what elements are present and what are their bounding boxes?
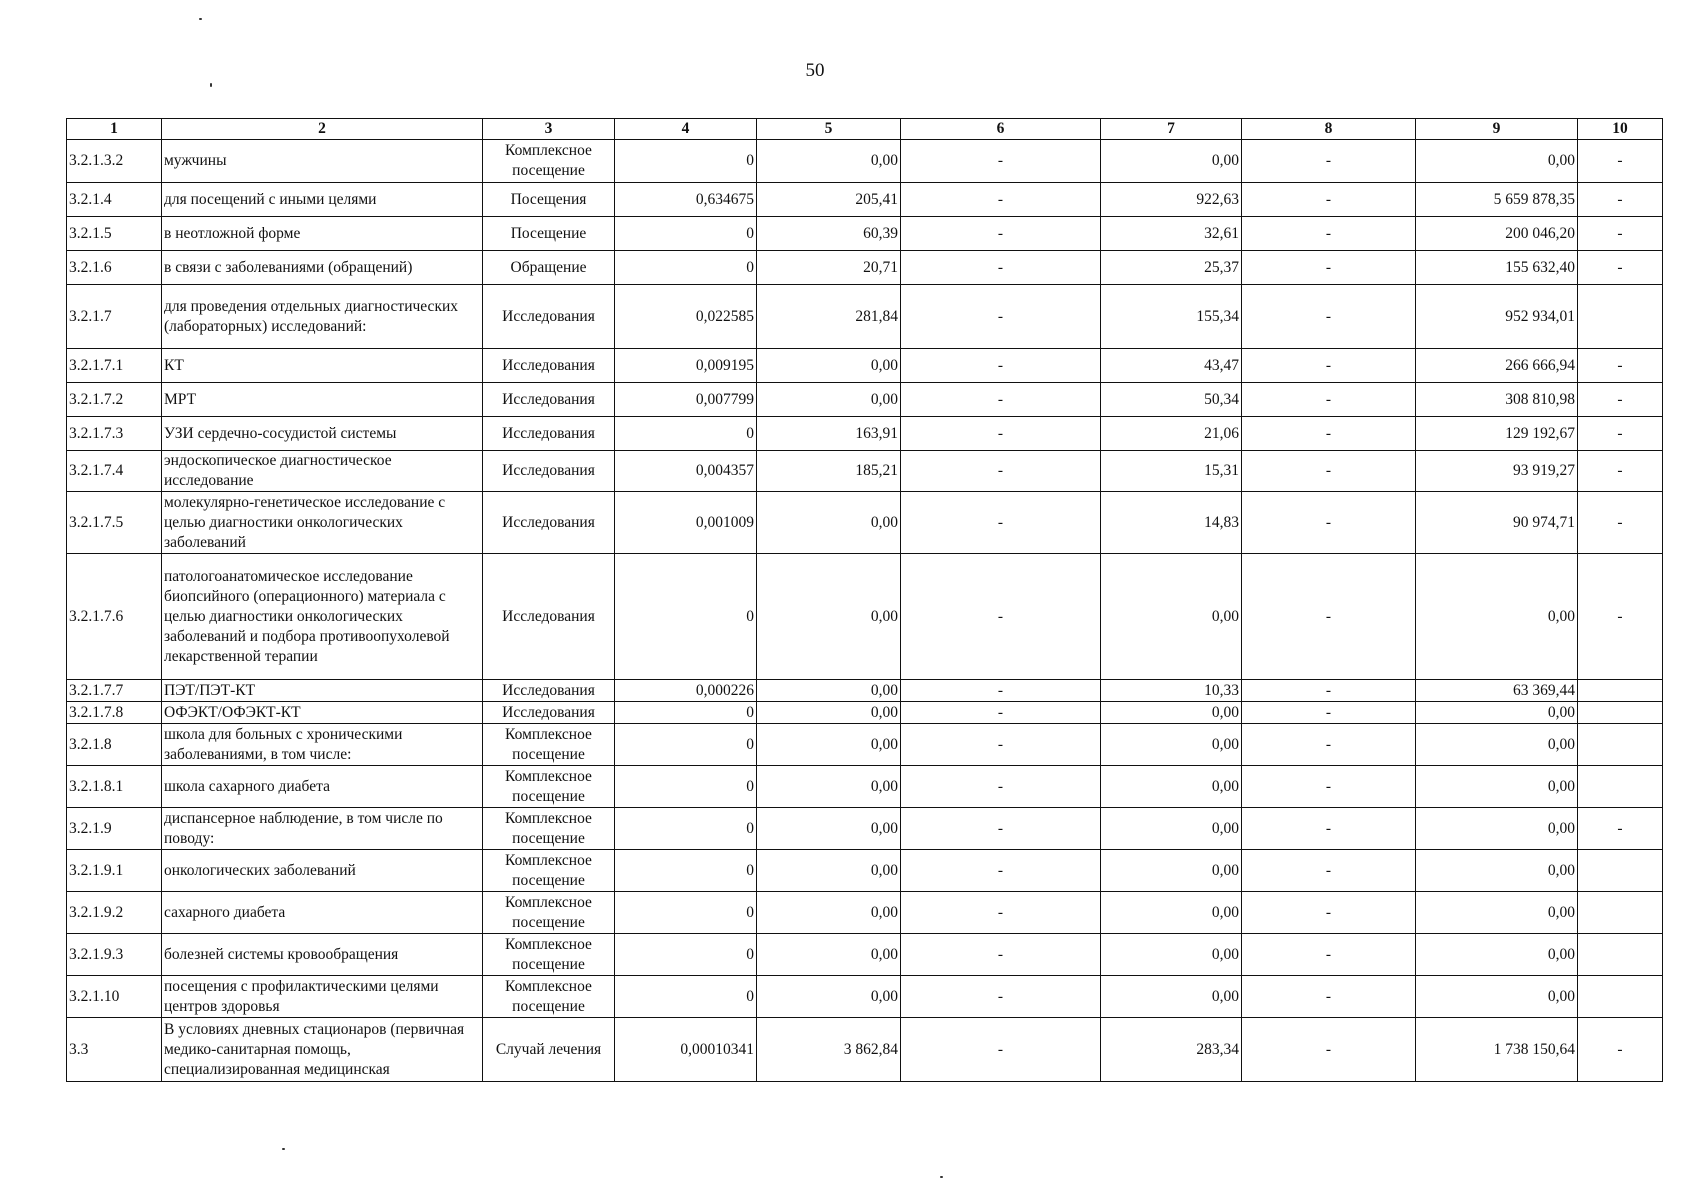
name-cell: мужчины — [162, 140, 483, 183]
table-row — [67, 417, 1663, 451]
row-number-cell: 3.2.1.6 — [67, 251, 162, 285]
dash-cell: - — [901, 554, 1101, 680]
value-cell: 0 — [615, 808, 757, 850]
row-number-cell: 3.2.1.7 — [67, 285, 162, 349]
dash-cell: - — [1242, 383, 1416, 417]
table-row — [67, 554, 1663, 680]
dash-cell: - — [1578, 140, 1663, 183]
value-cell: 0,00 — [1101, 850, 1242, 892]
unit-cell: Комплексное посещение — [483, 934, 615, 976]
dash-cell: - — [901, 451, 1101, 492]
dash-cell: - — [1578, 808, 1663, 850]
dash-cell: - — [1242, 492, 1416, 554]
value-cell: 0,00 — [757, 554, 901, 680]
table-row — [67, 349, 1663, 383]
value-cell: 266 666,94 — [1416, 349, 1578, 383]
value-cell: 0,00 — [757, 140, 901, 183]
table-row — [67, 892, 1663, 934]
value-cell: 5 659 878,35 — [1416, 183, 1578, 217]
data-table — [66, 118, 1663, 1082]
value-cell: 281,84 — [757, 285, 901, 349]
value-cell: 1 738 150,64 — [1416, 1018, 1578, 1082]
name-cell: КТ — [162, 349, 483, 383]
dash-cell: - — [1242, 140, 1416, 183]
value-cell: 90 974,71 — [1416, 492, 1578, 554]
dash-cell: - — [901, 702, 1101, 724]
value-cell: 0,001009 — [615, 492, 757, 554]
value-cell: 0,00 — [757, 349, 901, 383]
name-cell: для посещений с иными целями — [162, 183, 483, 217]
table-row — [67, 702, 1663, 724]
dash-cell: - — [1578, 417, 1663, 451]
value-cell: 0,00 — [757, 492, 901, 554]
value-cell: 0 — [615, 892, 757, 934]
name-cell: болезней системы кровообращения — [162, 934, 483, 976]
row-number-cell: 3.2.1.7.7 — [67, 680, 162, 702]
unit-cell: Исследования — [483, 492, 615, 554]
value-cell: 0,00 — [757, 383, 901, 417]
table-row — [67, 217, 1663, 251]
table-row — [67, 680, 1663, 702]
row-number-cell: 3.2.1.7.1 — [67, 349, 162, 383]
value-cell: 308 810,98 — [1416, 383, 1578, 417]
row-number-cell: 3.2.1.7.6 — [67, 554, 162, 680]
dash-cell: - — [1242, 724, 1416, 766]
value-cell: 0,00 — [757, 850, 901, 892]
value-cell: 0 — [615, 934, 757, 976]
dash-cell: - — [1578, 251, 1663, 285]
unit-cell: Комплексное посещение — [483, 766, 615, 808]
value-cell: 0 — [615, 217, 757, 251]
dash-cell: - — [901, 183, 1101, 217]
table-row — [67, 285, 1663, 349]
header-cell: 1 — [67, 119, 162, 140]
dash-cell: - — [901, 217, 1101, 251]
header-cell: 5 — [757, 119, 901, 140]
dash-cell: - — [901, 850, 1101, 892]
value-cell: 0 — [615, 702, 757, 724]
header-cell: 9 — [1416, 119, 1578, 140]
dash-cell: - — [901, 417, 1101, 451]
row-number-cell: 3.2.1.9.3 — [67, 934, 162, 976]
value-cell: 0,00 — [1101, 140, 1242, 183]
value-cell: 0 — [615, 251, 757, 285]
unit-cell: Исследования — [483, 702, 615, 724]
value-cell: 15,31 — [1101, 451, 1242, 492]
value-cell: 0,00 — [1416, 724, 1578, 766]
dash-cell: - — [1578, 451, 1663, 492]
dash-cell: - — [1578, 217, 1663, 251]
name-cell: эндоскопическое диагностическое исследование — [162, 451, 483, 492]
value-cell: 0,00 — [757, 702, 901, 724]
unit-cell: Комплексное посещение — [483, 808, 615, 850]
value-cell: 0,00 — [757, 976, 901, 1018]
scan-speck — [210, 83, 212, 87]
header-cell: 6 — [901, 119, 1101, 140]
value-cell: 0,007799 — [615, 383, 757, 417]
value-cell: 0,00 — [1416, 892, 1578, 934]
dash-cell: - — [1242, 183, 1416, 217]
unit-cell: Исследования — [483, 383, 615, 417]
table-row — [67, 183, 1663, 217]
dash-cell: - — [901, 383, 1101, 417]
row-number-cell: 3.2.1.4 — [67, 183, 162, 217]
table-row — [67, 383, 1663, 417]
unit-cell: Исследования — [483, 349, 615, 383]
row-number-cell: 3.2.1.9 — [67, 808, 162, 850]
value-cell: 0,634675 — [615, 183, 757, 217]
row-number-cell: 3.2.1.5 — [67, 217, 162, 251]
dash-cell: - — [1242, 349, 1416, 383]
unit-cell: Посещения — [483, 183, 615, 217]
unit-cell: Исследования — [483, 285, 615, 349]
header-cell: 7 — [1101, 119, 1242, 140]
table-row — [67, 492, 1663, 554]
unit-cell: Исследования — [483, 680, 615, 702]
value-cell: 0 — [615, 417, 757, 451]
value-cell: 155,34 — [1101, 285, 1242, 349]
table-row — [67, 934, 1663, 976]
value-cell: 3 862,84 — [757, 1018, 901, 1082]
value-cell: 10,33 — [1101, 680, 1242, 702]
dash-cell: - — [901, 976, 1101, 1018]
value-cell: 0,00 — [1101, 892, 1242, 934]
value-cell: 205,41 — [757, 183, 901, 217]
value-cell: 63 369,44 — [1416, 680, 1578, 702]
dash-cell — [1578, 892, 1663, 934]
scan-speck — [940, 1176, 943, 1178]
name-cell: школа сахарного диабета — [162, 766, 483, 808]
dash-cell: - — [1242, 451, 1416, 492]
dash-cell — [1578, 976, 1663, 1018]
dash-cell: - — [901, 680, 1101, 702]
value-cell: 129 192,67 — [1416, 417, 1578, 451]
unit-cell: Исследования — [483, 554, 615, 680]
name-cell: В условиях дневных стационаров (первичная медико-санитарная помощь, специализированная медицинская — [162, 1018, 483, 1082]
table-row — [67, 140, 1663, 183]
value-cell: 0 — [615, 554, 757, 680]
dash-cell: - — [901, 1018, 1101, 1082]
value-cell: 185,21 — [757, 451, 901, 492]
table-row — [67, 766, 1663, 808]
scan-speck — [282, 1148, 285, 1150]
table-header-row — [67, 119, 1663, 140]
table-row — [67, 808, 1663, 850]
name-cell: ОФЭКТ/ОФЭКТ-КТ — [162, 702, 483, 724]
value-cell: 0 — [615, 766, 757, 808]
value-cell: 0,00 — [1416, 766, 1578, 808]
value-cell: 0,00 — [1416, 702, 1578, 724]
table-row — [67, 451, 1663, 492]
name-cell: УЗИ сердечно-сосудистой системы — [162, 417, 483, 451]
table-row — [67, 251, 1663, 285]
name-cell: патологоанатомическое исследование биопсийного (операционного) материала с целью диагностики онкологических заболеваний и подбора противоопухолевой лекарственной терапии — [162, 554, 483, 680]
dash-cell: - — [901, 349, 1101, 383]
value-cell: 0,00 — [757, 892, 901, 934]
dash-cell: - — [1242, 976, 1416, 1018]
name-cell: в связи с заболеваниями (обращений) — [162, 251, 483, 285]
dash-cell: - — [1578, 1018, 1663, 1082]
unit-cell: Комплексное посещение — [483, 892, 615, 934]
value-cell: 0,004357 — [615, 451, 757, 492]
dash-cell: - — [901, 808, 1101, 850]
value-cell: 14,83 — [1101, 492, 1242, 554]
name-cell: диспансерное наблюдение, в том числе по поводу: — [162, 808, 483, 850]
name-cell: школа для больных с хроническими заболеваниями, в том числе: — [162, 724, 483, 766]
dash-cell: - — [1242, 285, 1416, 349]
value-cell: 0,00 — [1416, 140, 1578, 183]
value-cell: 0,00 — [1101, 702, 1242, 724]
dash-cell: - — [901, 285, 1101, 349]
value-cell: 283,34 — [1101, 1018, 1242, 1082]
name-cell: ПЭТ/ПЭТ-КТ — [162, 680, 483, 702]
dash-cell: - — [1578, 492, 1663, 554]
dash-cell: - — [1242, 850, 1416, 892]
unit-cell: Обращение — [483, 251, 615, 285]
dash-cell: - — [1242, 680, 1416, 702]
dash-cell: - — [901, 892, 1101, 934]
dash-cell: - — [1242, 217, 1416, 251]
value-cell: 952 934,01 — [1416, 285, 1578, 349]
name-cell: в неотложной форме — [162, 217, 483, 251]
value-cell: 0,00 — [1416, 976, 1578, 1018]
value-cell: 200 046,20 — [1416, 217, 1578, 251]
value-cell: 43,47 — [1101, 349, 1242, 383]
name-cell: онкологических заболеваний — [162, 850, 483, 892]
dash-cell: - — [1242, 554, 1416, 680]
value-cell: 0,00 — [1101, 808, 1242, 850]
value-cell: 21,06 — [1101, 417, 1242, 451]
dash-cell: - — [1242, 808, 1416, 850]
dash-cell — [1578, 285, 1663, 349]
dash-cell: - — [1578, 383, 1663, 417]
row-number-cell: 3.2.1.7.8 — [67, 702, 162, 724]
name-cell: сахарного диабета — [162, 892, 483, 934]
name-cell: МРТ — [162, 383, 483, 417]
row-number-cell: 3.2.1.3.2 — [67, 140, 162, 183]
dash-cell: - — [1242, 417, 1416, 451]
value-cell: 0 — [615, 850, 757, 892]
header-cell: 4 — [615, 119, 757, 140]
value-cell: 0,00 — [757, 934, 901, 976]
dash-cell: - — [1578, 183, 1663, 217]
header-cell: 2 — [162, 119, 483, 140]
value-cell: 0,00 — [1101, 934, 1242, 976]
row-number-cell: 3.2.1.7.2 — [67, 383, 162, 417]
value-cell: 163,91 — [757, 417, 901, 451]
table-row — [67, 850, 1663, 892]
dash-cell: - — [1242, 702, 1416, 724]
name-cell: для проведения отдельных диагностических (лабораторных) исследований: — [162, 285, 483, 349]
row-number-cell: 3.2.1.9.1 — [67, 850, 162, 892]
value-cell: 0,00 — [1416, 554, 1578, 680]
page-number: 50 — [805, 60, 825, 81]
value-cell: 0,00 — [1101, 554, 1242, 680]
unit-cell: Комплексное посещение — [483, 976, 615, 1018]
dash-cell — [1578, 724, 1663, 766]
dash-cell: - — [1578, 349, 1663, 383]
dash-cell — [1578, 850, 1663, 892]
dash-cell — [1578, 702, 1663, 724]
row-number-cell: 3.2.1.7.4 — [67, 451, 162, 492]
value-cell: 0,00 — [1416, 934, 1578, 976]
value-cell: 60,39 — [757, 217, 901, 251]
table-row — [67, 976, 1663, 1018]
value-cell: 0,00 — [757, 680, 901, 702]
header-cell: 8 — [1242, 119, 1416, 140]
dash-cell: - — [1242, 934, 1416, 976]
value-cell: 50,34 — [1101, 383, 1242, 417]
dash-cell: - — [1242, 892, 1416, 934]
value-cell: 922,63 — [1101, 183, 1242, 217]
value-cell: 0,00 — [1101, 766, 1242, 808]
dash-cell: - — [901, 934, 1101, 976]
dash-cell: - — [901, 492, 1101, 554]
table-row — [67, 1018, 1663, 1082]
dash-cell — [1578, 680, 1663, 702]
name-cell: молекулярно-генетическое исследование с целью диагностики онкологических заболеваний — [162, 492, 483, 554]
unit-cell: Комплексное посещение — [483, 850, 615, 892]
scan-speck — [199, 18, 202, 20]
dash-cell: - — [901, 140, 1101, 183]
header-cell: 10 — [1578, 119, 1663, 140]
dash-cell: - — [1242, 1018, 1416, 1082]
value-cell: 0,009195 — [615, 349, 757, 383]
value-cell: 0,000226 — [615, 680, 757, 702]
header-cell: 3 — [483, 119, 615, 140]
dash-cell: - — [1578, 554, 1663, 680]
value-cell: 0 — [615, 140, 757, 183]
unit-cell: Исследования — [483, 417, 615, 451]
value-cell: 0 — [615, 724, 757, 766]
dash-cell: - — [901, 766, 1101, 808]
row-number-cell: 3.2.1.8.1 — [67, 766, 162, 808]
table-row — [67, 724, 1663, 766]
row-number-cell: 3.2.1.7.5 — [67, 492, 162, 554]
value-cell: 0,00 — [1101, 976, 1242, 1018]
unit-cell: Исследования — [483, 451, 615, 492]
dash-cell — [1578, 934, 1663, 976]
unit-cell: Посещение — [483, 217, 615, 251]
unit-cell: Комплексное посещение — [483, 724, 615, 766]
value-cell: 32,61 — [1101, 217, 1242, 251]
value-cell: 0,00 — [1416, 808, 1578, 850]
value-cell: 0,00 — [1416, 850, 1578, 892]
value-cell: 25,37 — [1101, 251, 1242, 285]
value-cell: 20,71 — [757, 251, 901, 285]
row-number-cell: 3.2.1.8 — [67, 724, 162, 766]
row-number-cell: 3.2.1.9.2 — [67, 892, 162, 934]
unit-cell: Комплексное посещение — [483, 140, 615, 183]
row-number-cell: 3.2.1.10 — [67, 976, 162, 1018]
dash-cell: - — [1242, 251, 1416, 285]
value-cell: 0,00 — [757, 766, 901, 808]
dash-cell: - — [901, 251, 1101, 285]
value-cell: 0 — [615, 976, 757, 1018]
row-number-cell: 3.3 — [67, 1018, 162, 1082]
dash-cell: - — [1242, 766, 1416, 808]
value-cell: 0,022585 — [615, 285, 757, 349]
unit-cell: Случай лечения — [483, 1018, 615, 1082]
value-cell: 0,00 — [757, 808, 901, 850]
value-cell: 0,00 — [757, 724, 901, 766]
dash-cell — [1578, 766, 1663, 808]
row-number-cell: 3.2.1.7.3 — [67, 417, 162, 451]
value-cell: 0,00 — [1101, 724, 1242, 766]
value-cell: 93 919,27 — [1416, 451, 1578, 492]
value-cell: 0,00010341 — [615, 1018, 757, 1082]
value-cell: 155 632,40 — [1416, 251, 1578, 285]
name-cell: посещения с профилактическими целями центров здоровья — [162, 976, 483, 1018]
dash-cell: - — [901, 724, 1101, 766]
